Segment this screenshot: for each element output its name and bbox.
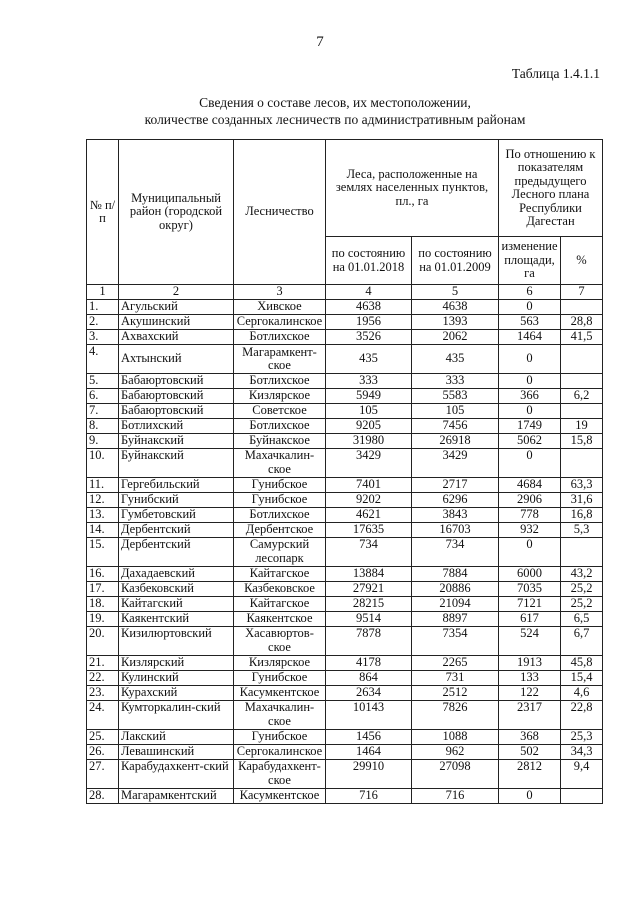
row-number: 25.	[87, 730, 119, 745]
row-forestry: Карабудахкент-ское	[234, 760, 326, 789]
row-number: 14.	[87, 523, 119, 538]
row-percent: 34,3	[561, 745, 603, 760]
table-row	[87, 523, 603, 538]
header-date-2009: по состоянию на 01.01.2009	[412, 237, 499, 285]
row-percent: 63,3	[561, 478, 603, 493]
row-district: Гумбетовский	[119, 508, 234, 523]
row-area-2009: 734	[412, 538, 499, 567]
row-forestry: Гунибское	[234, 493, 326, 508]
row-change: 7121	[499, 597, 561, 612]
row-district: Дахадаевский	[119, 567, 234, 582]
row-forestry: Ботлихское	[234, 508, 326, 523]
row-district: Ахтынский	[119, 345, 234, 374]
row-forestry: Каякентское	[234, 612, 326, 627]
row-change: 7035	[499, 582, 561, 597]
row-area-2009: 105	[412, 404, 499, 419]
column-number: 7	[561, 285, 603, 300]
table-row	[87, 745, 603, 760]
row-district: Акушинский	[119, 315, 234, 330]
header-change: изменение площади, га	[499, 237, 561, 285]
row-area-2009: 7884	[412, 567, 499, 582]
row-district: Буйнакский	[119, 434, 234, 449]
row-area-2009: 6296	[412, 493, 499, 508]
row-district: Дербентский	[119, 523, 234, 538]
row-forestry: Ботлихское	[234, 374, 326, 389]
row-district: Левашинский	[119, 745, 234, 760]
row-area-2018: 734	[326, 538, 412, 567]
table-row	[87, 582, 603, 597]
table-row	[87, 374, 603, 389]
table-row	[87, 330, 603, 345]
row-area-2009: 2717	[412, 478, 499, 493]
row-area-2018: 1464	[326, 745, 412, 760]
row-area-2009: 5583	[412, 389, 499, 404]
row-change: 2906	[499, 493, 561, 508]
row-district: Гунибский	[119, 493, 234, 508]
row-forestry: Касумкентское	[234, 686, 326, 701]
row-change: 502	[499, 745, 561, 760]
table-row	[87, 389, 603, 404]
row-number: 8.	[87, 419, 119, 434]
row-change: 6000	[499, 567, 561, 582]
table-row	[87, 419, 603, 434]
row-number: 18.	[87, 597, 119, 612]
table-row	[87, 701, 603, 730]
row-area-2018: 333	[326, 374, 412, 389]
header-comparison: По отношению к показателям предыдущего Лесного плана Республики Дагестан	[499, 140, 603, 237]
title-line-1: Сведения о составе лесов, их местоположении,	[199, 95, 471, 110]
row-area-2009: 21094	[412, 597, 499, 612]
page-number: 7	[316, 34, 324, 50]
row-percent	[561, 345, 603, 374]
row-area-2009: 26918	[412, 434, 499, 449]
row-number: 20.	[87, 627, 119, 656]
row-area-2009: 1088	[412, 730, 499, 745]
row-forestry: Казбековское	[234, 582, 326, 597]
row-percent	[561, 538, 603, 567]
row-area-2018: 31980	[326, 434, 412, 449]
row-percent	[561, 404, 603, 419]
row-number: 4.	[87, 345, 119, 374]
row-percent	[561, 789, 603, 804]
row-area-2009: 1393	[412, 315, 499, 330]
row-number: 19.	[87, 612, 119, 627]
row-number: 26.	[87, 745, 119, 760]
row-percent	[561, 449, 603, 478]
row-area-2018: 7401	[326, 478, 412, 493]
row-area-2009: 3843	[412, 508, 499, 523]
row-change: 0	[499, 449, 561, 478]
row-area-2018: 13884	[326, 567, 412, 582]
row-area-2018: 4178	[326, 656, 412, 671]
row-change: 563	[499, 315, 561, 330]
table-body	[87, 300, 603, 804]
row-forestry: Кайтагское	[234, 597, 326, 612]
row-district: Бабаюртовский	[119, 389, 234, 404]
row-number: 28.	[87, 789, 119, 804]
row-percent: 6,7	[561, 627, 603, 656]
row-forestry: Магарамкент-ское	[234, 345, 326, 374]
row-area-2009: 7354	[412, 627, 499, 656]
row-percent: 22,8	[561, 701, 603, 730]
row-district: Кулинский	[119, 671, 234, 686]
row-district: Дербентский	[119, 538, 234, 567]
header-forestry: Лесничество	[234, 140, 326, 285]
row-district: Гергебильский	[119, 478, 234, 493]
row-change: 368	[499, 730, 561, 745]
row-area-2018: 4638	[326, 300, 412, 315]
row-percent: 31,6	[561, 493, 603, 508]
row-district: Кумторкалин-ский	[119, 701, 234, 730]
row-area-2009: 435	[412, 345, 499, 374]
row-area-2009: 7456	[412, 419, 499, 434]
row-forestry: Ботлихское	[234, 419, 326, 434]
row-area-2018: 4621	[326, 508, 412, 523]
row-district: Кайтагский	[119, 597, 234, 612]
row-number: 23.	[87, 686, 119, 701]
row-area-2018: 435	[326, 345, 412, 374]
row-forestry: Хивское	[234, 300, 326, 315]
row-percent: 25,2	[561, 597, 603, 612]
row-number: 27.	[87, 760, 119, 789]
row-area-2009: 2512	[412, 686, 499, 701]
row-district: Ботлихский	[119, 419, 234, 434]
row-change: 0	[499, 374, 561, 389]
row-change: 0	[499, 300, 561, 315]
row-area-2018: 9205	[326, 419, 412, 434]
row-district: Лакский	[119, 730, 234, 745]
table-row	[87, 686, 603, 701]
row-percent	[561, 300, 603, 315]
table-row	[87, 567, 603, 582]
table-row	[87, 538, 603, 567]
row-forestry: Кизлярское	[234, 389, 326, 404]
row-percent: 28,8	[561, 315, 603, 330]
table-row	[87, 627, 603, 656]
row-forestry: Буйнакское	[234, 434, 326, 449]
row-change: 1749	[499, 419, 561, 434]
row-district: Кизлярский	[119, 656, 234, 671]
row-area-2009: 2265	[412, 656, 499, 671]
row-area-2018: 3429	[326, 449, 412, 478]
row-forestry: Махачкалин-ское	[234, 701, 326, 730]
row-district: Бабаюртовский	[119, 404, 234, 419]
row-area-2018: 105	[326, 404, 412, 419]
row-percent: 15,8	[561, 434, 603, 449]
row-area-2018: 1956	[326, 315, 412, 330]
row-change: 5062	[499, 434, 561, 449]
row-number: 6.	[87, 389, 119, 404]
row-number: 15.	[87, 538, 119, 567]
row-area-2009: 731	[412, 671, 499, 686]
column-number: 4	[326, 285, 412, 300]
row-area-2009: 27098	[412, 760, 499, 789]
row-forestry: Хасавюртов-ское	[234, 627, 326, 656]
column-number: 3	[234, 285, 326, 300]
row-change: 0	[499, 538, 561, 567]
row-area-2018: 27921	[326, 582, 412, 597]
table-row	[87, 508, 603, 523]
row-district: Агульский	[119, 300, 234, 315]
row-percent: 45,8	[561, 656, 603, 671]
row-number: 10.	[87, 449, 119, 478]
row-change: 617	[499, 612, 561, 627]
row-number: 12.	[87, 493, 119, 508]
row-area-2018: 9514	[326, 612, 412, 627]
row-change: 2812	[499, 760, 561, 789]
header-district: Муниципальный район (городской округ)	[119, 140, 234, 285]
row-percent: 19	[561, 419, 603, 434]
row-area-2018: 9202	[326, 493, 412, 508]
column-number: 6	[499, 285, 561, 300]
table-row	[87, 404, 603, 419]
header-date-2018: по состоянию на 01.01.2018	[326, 237, 412, 285]
row-change: 2317	[499, 701, 561, 730]
row-change: 778	[499, 508, 561, 523]
row-change: 0	[499, 789, 561, 804]
table-row	[87, 789, 603, 804]
row-district: Ахвахский	[119, 330, 234, 345]
row-percent: 9,4	[561, 760, 603, 789]
column-number: 1	[87, 285, 119, 300]
title-line-2: количестве созданных лесничеств по административным районам	[144, 112, 526, 127]
row-area-2018: 2634	[326, 686, 412, 701]
row-district: Казбековский	[119, 582, 234, 597]
row-forestry: Ботлихское	[234, 330, 326, 345]
table-row	[87, 478, 603, 493]
row-forestry: Сергокалинское	[234, 315, 326, 330]
row-area-2018: 864	[326, 671, 412, 686]
table-row	[87, 656, 603, 671]
table-row	[87, 760, 603, 789]
row-number: 5.	[87, 374, 119, 389]
row-percent: 6,2	[561, 389, 603, 404]
row-district: Курахский	[119, 686, 234, 701]
row-area-2009: 8897	[412, 612, 499, 627]
row-area-2009: 7826	[412, 701, 499, 730]
row-forestry: Самурский лесопарк	[234, 538, 326, 567]
row-number: 24.	[87, 701, 119, 730]
table-row	[87, 434, 603, 449]
table-row	[87, 671, 603, 686]
row-percent: 4,6	[561, 686, 603, 701]
row-change: 122	[499, 686, 561, 701]
header-percent: %	[561, 237, 603, 285]
row-percent: 16,8	[561, 508, 603, 523]
table-row	[87, 730, 603, 745]
row-forestry: Махачкалин-ское	[234, 449, 326, 478]
row-area-2018: 7878	[326, 627, 412, 656]
row-forestry: Гунибское	[234, 730, 326, 745]
row-district: Магарамкентский	[119, 789, 234, 804]
row-area-2018: 28215	[326, 597, 412, 612]
row-number: 2.	[87, 315, 119, 330]
row-area-2018: 17635	[326, 523, 412, 538]
row-number: 11.	[87, 478, 119, 493]
row-percent: 43,2	[561, 567, 603, 582]
row-percent: 6,5	[561, 612, 603, 627]
row-area-2018: 5949	[326, 389, 412, 404]
column-numbers-row	[87, 285, 603, 300]
row-number: 17.	[87, 582, 119, 597]
table-row	[87, 449, 603, 478]
row-number: 3.	[87, 330, 119, 345]
row-district: Кизилюртовский	[119, 627, 234, 656]
row-area-2009: 716	[412, 789, 499, 804]
row-area-2009: 20886	[412, 582, 499, 597]
row-area-2018: 716	[326, 789, 412, 804]
row-change: 932	[499, 523, 561, 538]
document-title	[90, 94, 580, 128]
row-area-2018: 3526	[326, 330, 412, 345]
row-forestry: Гунибское	[234, 671, 326, 686]
row-number: 22.	[87, 671, 119, 686]
row-percent: 5,3	[561, 523, 603, 538]
row-area-2009: 16703	[412, 523, 499, 538]
row-area-2018: 29910	[326, 760, 412, 789]
row-area-2009: 333	[412, 374, 499, 389]
table-row	[87, 493, 603, 508]
header-forests: Леса, расположенные на землях населенных пунктов, пл., га	[326, 140, 499, 237]
row-percent: 41,5	[561, 330, 603, 345]
row-percent: 15,4	[561, 671, 603, 686]
header-num: № п/п	[87, 140, 119, 285]
row-district: Карабудахкент-ский	[119, 760, 234, 789]
row-change: 366	[499, 389, 561, 404]
row-percent: 25,2	[561, 582, 603, 597]
row-change: 0	[499, 404, 561, 419]
table-row	[87, 315, 603, 330]
table-row	[87, 345, 603, 374]
row-change: 524	[499, 627, 561, 656]
row-forestry: Гунибское	[234, 478, 326, 493]
row-district: Буйнакский	[119, 449, 234, 478]
row-number: 7.	[87, 404, 119, 419]
forests-table	[86, 139, 603, 804]
row-area-2009: 3429	[412, 449, 499, 478]
row-forestry: Касумкентское	[234, 789, 326, 804]
table-row	[87, 597, 603, 612]
row-area-2009: 962	[412, 745, 499, 760]
row-forestry: Сергокалинское	[234, 745, 326, 760]
row-number: 16.	[87, 567, 119, 582]
row-change: 133	[499, 671, 561, 686]
row-area-2009: 2062	[412, 330, 499, 345]
table-row	[87, 612, 603, 627]
row-forestry: Кайтагское	[234, 567, 326, 582]
row-change: 0	[499, 345, 561, 374]
row-change: 1913	[499, 656, 561, 671]
row-area-2009: 4638	[412, 300, 499, 315]
row-forestry: Кизлярское	[234, 656, 326, 671]
row-area-2018: 1456	[326, 730, 412, 745]
row-district: Каякентский	[119, 612, 234, 627]
row-forestry: Советское	[234, 404, 326, 419]
table-label: Таблица 1.4.1.1	[511, 66, 600, 81]
column-number: 5	[412, 285, 499, 300]
row-number: 21.	[87, 656, 119, 671]
row-number: 9.	[87, 434, 119, 449]
row-forestry: Дербентское	[234, 523, 326, 538]
row-district: Бабаюртовский	[119, 374, 234, 389]
row-percent	[561, 374, 603, 389]
row-percent: 25,3	[561, 730, 603, 745]
column-number: 2	[119, 285, 234, 300]
row-change: 4684	[499, 478, 561, 493]
row-number: 1.	[87, 300, 119, 315]
row-area-2018: 10143	[326, 701, 412, 730]
row-change: 1464	[499, 330, 561, 345]
row-number: 13.	[87, 508, 119, 523]
table-row	[87, 300, 603, 315]
